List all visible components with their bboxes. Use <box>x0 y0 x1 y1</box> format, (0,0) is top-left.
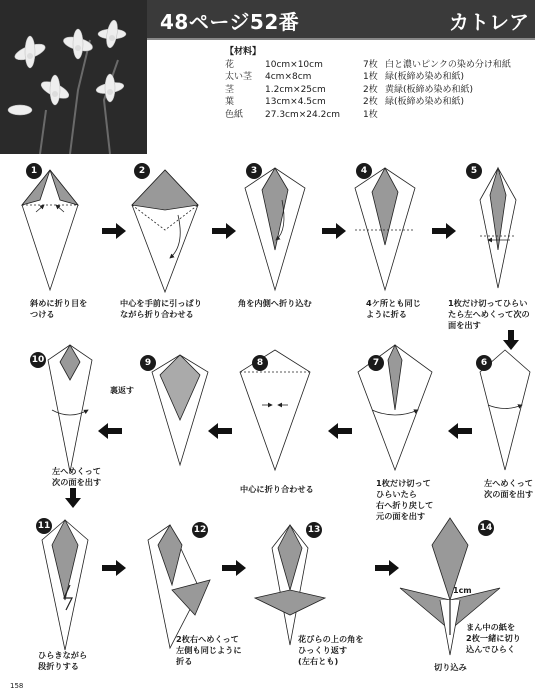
step-number-badge: 5 <box>466 163 482 179</box>
step-3-caption <box>238 298 312 309</box>
step-number-badge: 1 <box>26 163 42 179</box>
step-number-badge: 2 <box>134 163 150 179</box>
material-part: 花 <box>225 59 235 70</box>
caption-line: ように折る <box>366 309 407 319</box>
caption-line: 右へ折り戻して <box>376 500 434 510</box>
step-9-diagram <box>152 355 208 465</box>
material-note: 緑(板締め染め和紙) <box>385 97 465 108</box>
step-11-caption <box>38 650 87 672</box>
caption-line: 1枚だけ切ってひらい <box>448 298 528 308</box>
caption-line: 2枚右へめくって <box>176 634 239 644</box>
material-note: 白と濃いピンクの染め分け和紙 <box>385 59 511 70</box>
step-number-badge: 7 <box>368 355 384 371</box>
material-size: 1.2cm×25cm <box>265 84 326 95</box>
page-number: 158 <box>10 682 24 690</box>
material-size: 13cm×4.5cm <box>265 97 326 108</box>
step-13-caption <box>298 634 364 667</box>
step-10-diagram <box>48 345 92 472</box>
step-14-caption <box>466 622 521 655</box>
caption-line: ひらいたら <box>376 489 417 499</box>
step-number-badge: 12 <box>192 522 208 538</box>
page-reference: 48ページ52番 <box>160 10 300 34</box>
step-number-badge: 4 <box>356 163 372 179</box>
caption-line: 斜めに折り目を <box>30 298 88 308</box>
caption-line: 角を内側へ折り込む <box>238 298 312 308</box>
caption-line: ひらきながら <box>38 650 88 660</box>
caption-line: 花びらの上の角を <box>298 634 364 644</box>
caption-line: 次の面を出す <box>484 489 534 499</box>
material-part: 色紙 <box>225 109 244 120</box>
material-size: 10cm×10cm <box>265 59 323 70</box>
caption-line: 折る <box>176 656 193 666</box>
material-part: 葉 <box>225 97 235 108</box>
material-note: 緑(板締め染め和紙) <box>385 72 465 83</box>
material-note: 黄緑(板締め染め和紙) <box>385 84 474 95</box>
material-size: 27.3cm×24.2cm <box>265 109 341 120</box>
material-qty: 2枚 <box>363 97 378 108</box>
step-number-badge: 10 <box>30 352 46 368</box>
caption-line: 中心に折り合わせる <box>240 484 314 494</box>
caption-line: 面を出す <box>448 320 481 330</box>
material-qty: 2枚 <box>363 84 378 95</box>
caption-line: まん中の紙を <box>466 622 516 632</box>
step-8-caption <box>240 484 314 495</box>
caption-line: (左右とも) <box>298 656 339 666</box>
caption-line: 中心を手前に引っぱり <box>120 298 202 308</box>
step-number-badge: 11 <box>36 518 52 534</box>
step-12-diagram <box>148 525 210 648</box>
turn-over-label: 裏返す <box>110 386 134 395</box>
caption-line: 段折りする <box>38 661 79 671</box>
caption-line: 左へめくって <box>52 466 101 476</box>
step-1-caption <box>30 298 87 320</box>
step-number-badge: 3 <box>246 163 262 179</box>
caption-line: ながら折り合わせる <box>120 309 194 319</box>
step-7-caption <box>376 478 433 522</box>
caption-line: 左側も同じように <box>176 645 242 655</box>
material-size: 4cm×8cm <box>265 72 312 83</box>
step-8-diagram <box>240 350 310 470</box>
materials-heading: 【材料】 <box>225 47 262 57</box>
caption-line: 元の面を出す <box>376 511 426 521</box>
caption-line: 1枚だけ切って <box>376 478 431 488</box>
step-10-caption <box>52 466 101 488</box>
step-number-badge: 6 <box>476 355 492 371</box>
material-part: 太い茎 <box>225 72 253 83</box>
step-number-badge: 8 <box>252 355 268 371</box>
step-11-diagram <box>42 520 88 650</box>
caption-line: つける <box>30 309 55 319</box>
step-3-diagram <box>245 168 305 290</box>
caption-line: たら左へめくって次の <box>448 309 530 319</box>
material-part: 茎 <box>225 84 235 95</box>
caption-line: 左へめくって <box>484 478 533 488</box>
step-4-caption <box>366 298 421 320</box>
material-qty: 1枚 <box>363 72 378 83</box>
step-5-diagram <box>480 168 516 288</box>
cut-label: 切り込み <box>434 662 467 672</box>
caption-line: 2枚一緒に切り <box>466 633 521 643</box>
caption-line: 次の面を出す <box>52 477 102 487</box>
step-number-badge: 9 <box>140 355 156 371</box>
step-1-diagram <box>22 170 78 290</box>
caption-line: 4ケ所とも同じ <box>366 298 421 308</box>
step-2-diagram <box>132 170 198 292</box>
material-qty: 7枚 <box>363 59 378 70</box>
step-6-caption <box>484 478 533 500</box>
step-12-caption <box>176 634 242 667</box>
caption-line: 込んでひらく <box>466 644 516 654</box>
measure-label: 1cm <box>453 586 472 595</box>
step-5-caption <box>448 298 530 331</box>
material-qty: 1枚 <box>363 109 378 120</box>
step-number-badge: 13 <box>306 522 322 538</box>
step-13-diagram <box>255 525 325 645</box>
step-2-caption <box>120 298 202 320</box>
caption-line: ひっくり返す <box>298 645 348 655</box>
step-number-badge: 14 <box>478 520 494 536</box>
step-4-diagram <box>355 168 415 290</box>
model-title: カトレア <box>449 10 529 34</box>
